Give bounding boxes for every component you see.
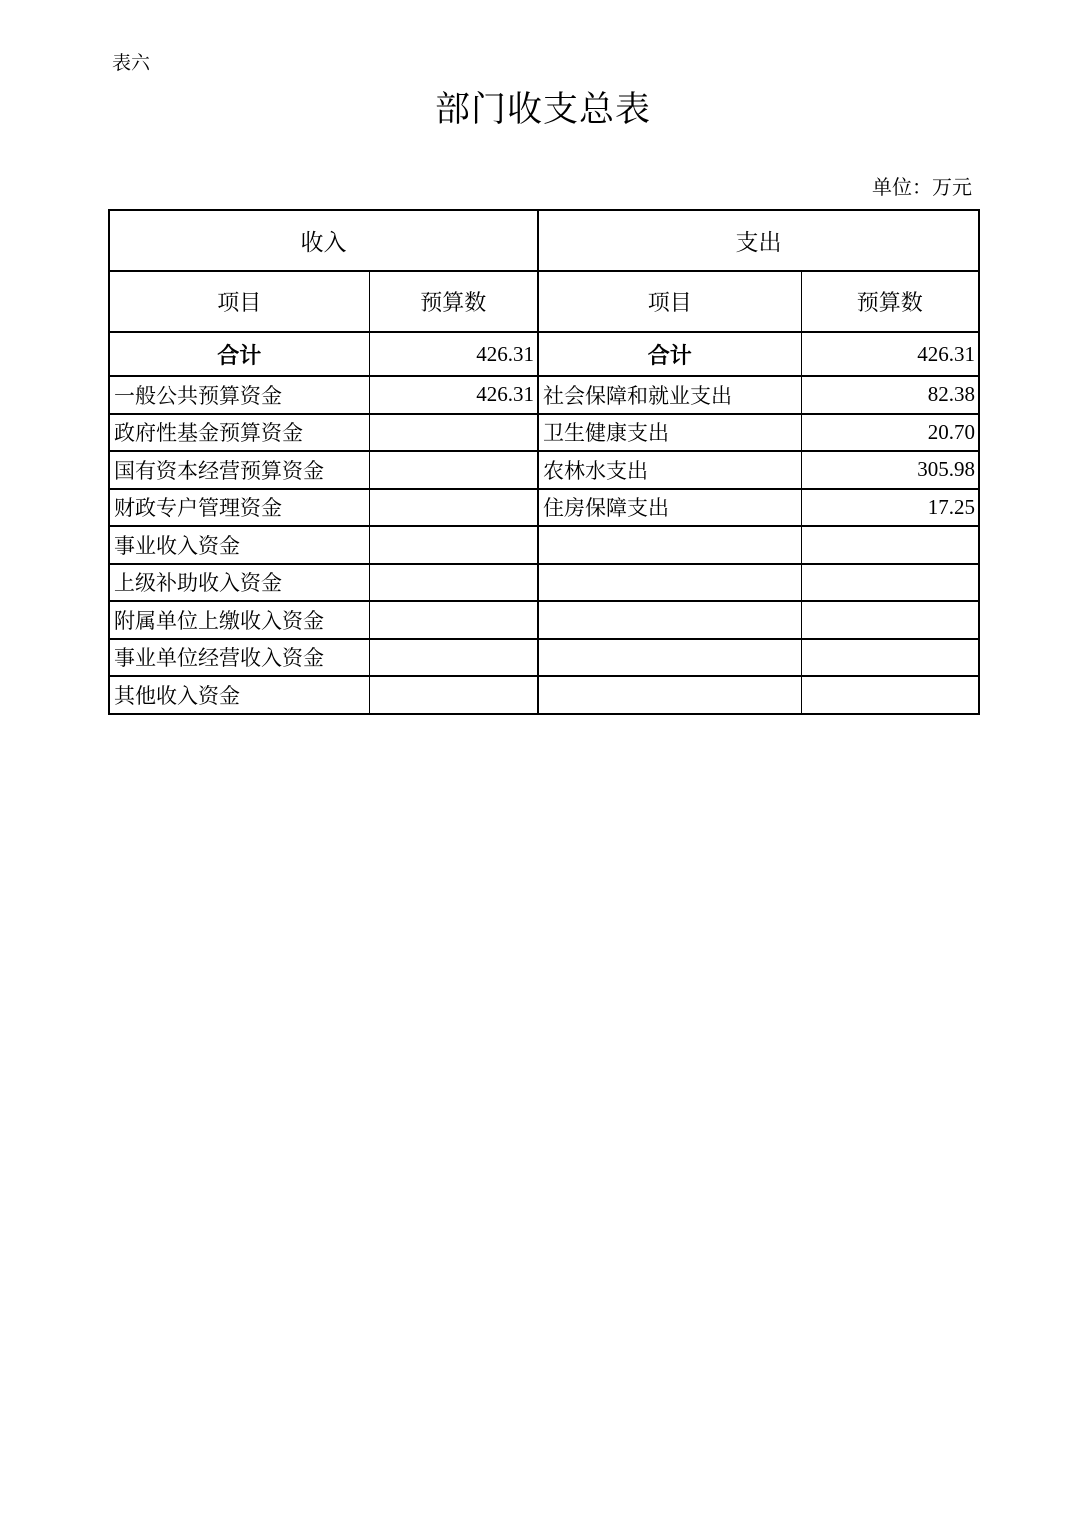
table-row [109,526,979,564]
expense-section-header: 支出 [538,210,979,271]
expense-item [538,564,801,602]
income-budget [369,451,538,489]
budget-summary-table [108,209,980,715]
expense-budget-column-header: 预算数 [801,271,979,332]
expense-item [538,601,801,639]
income-budget [369,526,538,564]
expense-item: 住房保障支出 [538,489,801,527]
expense-budget [801,564,979,602]
income-budget [369,601,538,639]
income-total-label: 合计 [109,332,369,376]
expense-item: 社会保障和就业支出 [538,376,801,414]
income-item: 财政专户管理资金 [109,489,369,527]
expense-budget [801,676,979,714]
table-row [109,639,979,677]
expense-budget [801,601,979,639]
income-item: 一般公共预算资金 [109,376,369,414]
income-budget: 426.31 [369,376,538,414]
table-row [109,451,979,489]
income-item: 上级补助收入资金 [109,564,369,602]
expense-total-value: 426.31 [801,332,979,376]
income-item: 国有资本经营预算资金 [109,451,369,489]
income-item: 其他收入资金 [109,676,369,714]
income-item: 事业收入资金 [109,526,369,564]
expense-item-column-header: 项目 [538,271,801,332]
income-section-header: 收入 [109,210,538,271]
table-row [109,676,979,714]
expense-budget [801,639,979,677]
total-row [109,332,979,376]
income-budget [369,639,538,677]
income-budget [369,414,538,452]
expense-budget: 82.38 [801,376,979,414]
table-row [109,376,979,414]
income-budget-column-header: 预算数 [369,271,538,332]
income-item: 事业单位经营收入资金 [109,639,369,677]
expense-item [538,676,801,714]
table-row [109,489,979,527]
expense-total-label: 合计 [538,332,801,376]
expense-item: 农林水支出 [538,451,801,489]
expense-item [538,639,801,677]
table-row [109,564,979,602]
column-header-row [109,271,979,332]
unit-label: 单位：万元 [872,177,972,199]
expense-item: 卫生健康支出 [538,414,801,452]
income-item: 政府性基金预算资金 [109,414,369,452]
income-budget [369,564,538,602]
income-item-column-header: 项目 [109,271,369,332]
income-item: 附属单位上缴收入资金 [109,601,369,639]
expense-budget [801,526,979,564]
table-number-label: 表六 [112,53,151,74]
expense-budget: 20.70 [801,414,979,452]
income-total-value: 426.31 [369,332,538,376]
expense-item [538,526,801,564]
table-row [109,414,979,452]
income-budget [369,676,538,714]
page-title: 部门收支总表 [434,90,651,129]
section-header-row [109,210,979,271]
table-row [109,601,979,639]
income-budget [369,489,538,527]
expense-budget: 17.25 [801,489,979,527]
expense-budget: 305.98 [801,451,979,489]
